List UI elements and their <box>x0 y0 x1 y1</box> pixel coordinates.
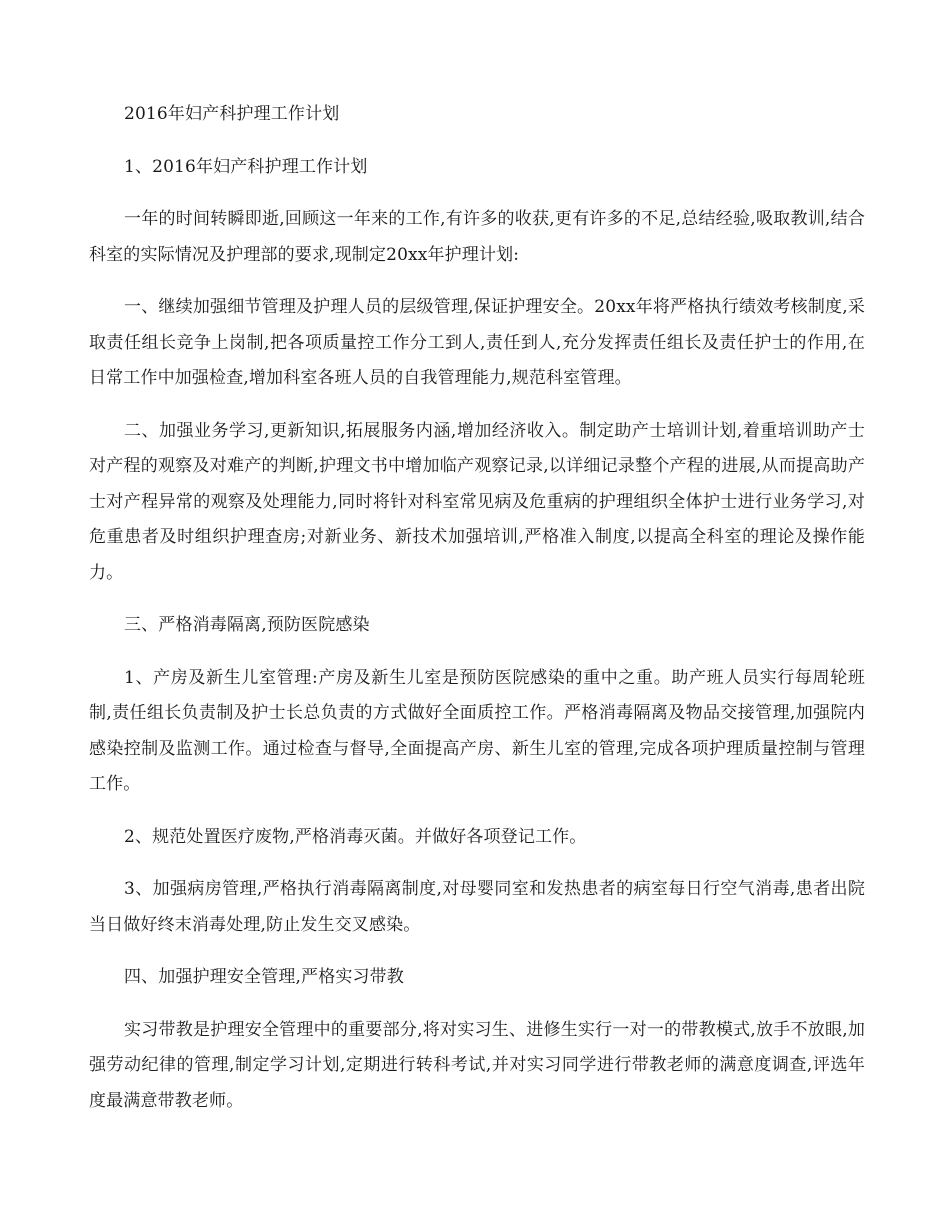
intro-paragraph: 一年的时间转瞬即逝,回顾这一年来的工作,有许多的收获,更有许多的不足,总结经验,吸取教训,结合科室的实际情况及护理部的要求,现制定20xx年护理计划: <box>89 209 865 265</box>
paragraph-subitem-3: 3、加强病房管理,严格执行消毒隔离制度,对母婴同室和发热患者的病室每日行空气消毒,患者出院当日做好终末消毒处理,防止发生交叉感染。 <box>89 879 865 935</box>
paragraph-subitem-2: 2、规范处置医疗废物,严格消毒灭菌。并做好各项登记工作。 <box>124 826 587 847</box>
paragraph-item-one: 一、继续加强细节管理及护理人员的层级管理,保证护理安全。20xx年将严格执行绩效考核制度,采取责任组长竞争上岗制,把各项质量控工作分工到人,责任到人,充分发挥责任组长及责任护士的作用,在日常工作中加强检查,增加科室各班人员的自我管理能力,规范科室管理。 <box>89 297 865 388</box>
paragraph-subitem-1: 1、产房及新生儿室管理:产房及新生儿室是预防医院感染的重中之重。助产班人员实行每周轮班制,责任组长负责制及护士长总负责的方式做好全面质控工作。严格消毒隔离及物品交接管理,加强院内感染控制及监测工作。通过检查与督导,全面提高产房、新生儿室的管理,完成各项护理质量控制与管理工作。 <box>89 667 865 794</box>
paragraph-internship: 实习带教是护理安全管理中的重要部分,将对实习生、进修生实行一对一的带教模式,放手不放眼,加强劳动纪律的管理,制定学习计划,定期进行转科考试,并对实习同学进行带教老师的满意度调查,评选年度最满意带教老师。 <box>89 1019 865 1111</box>
document-body <box>89 97 865 1136</box>
heading-item-three: 三、严格消毒隔离,预防医院感染 <box>124 615 370 635</box>
section-heading: 1、2016年妇产科护理工作计划 <box>124 156 368 177</box>
heading-item-four: 四、加强护理安全管理,严格实习带教 <box>124 967 404 987</box>
document-title: 2016年妇产科护理工作计划 <box>124 104 340 124</box>
paragraph-item-two: 二、加强业务学习,更新知识,拓展服务内涵,增加经济收入。制定助产士培训计划,着重培训助产士对产程的观察及对难产的判断,护理文书中增加临产观察记录,以详细记录整个产程的进展,从而提高助产士对产程异常的观察及处理能力,同时将针对科室常见病及危重病的护理组织全体护士进行业务学习,对危重患者及时组织护理查房;对新业务、新技术加强培训,严格准入制度,以提高全科室的理论及操作能力。 <box>89 420 865 583</box>
